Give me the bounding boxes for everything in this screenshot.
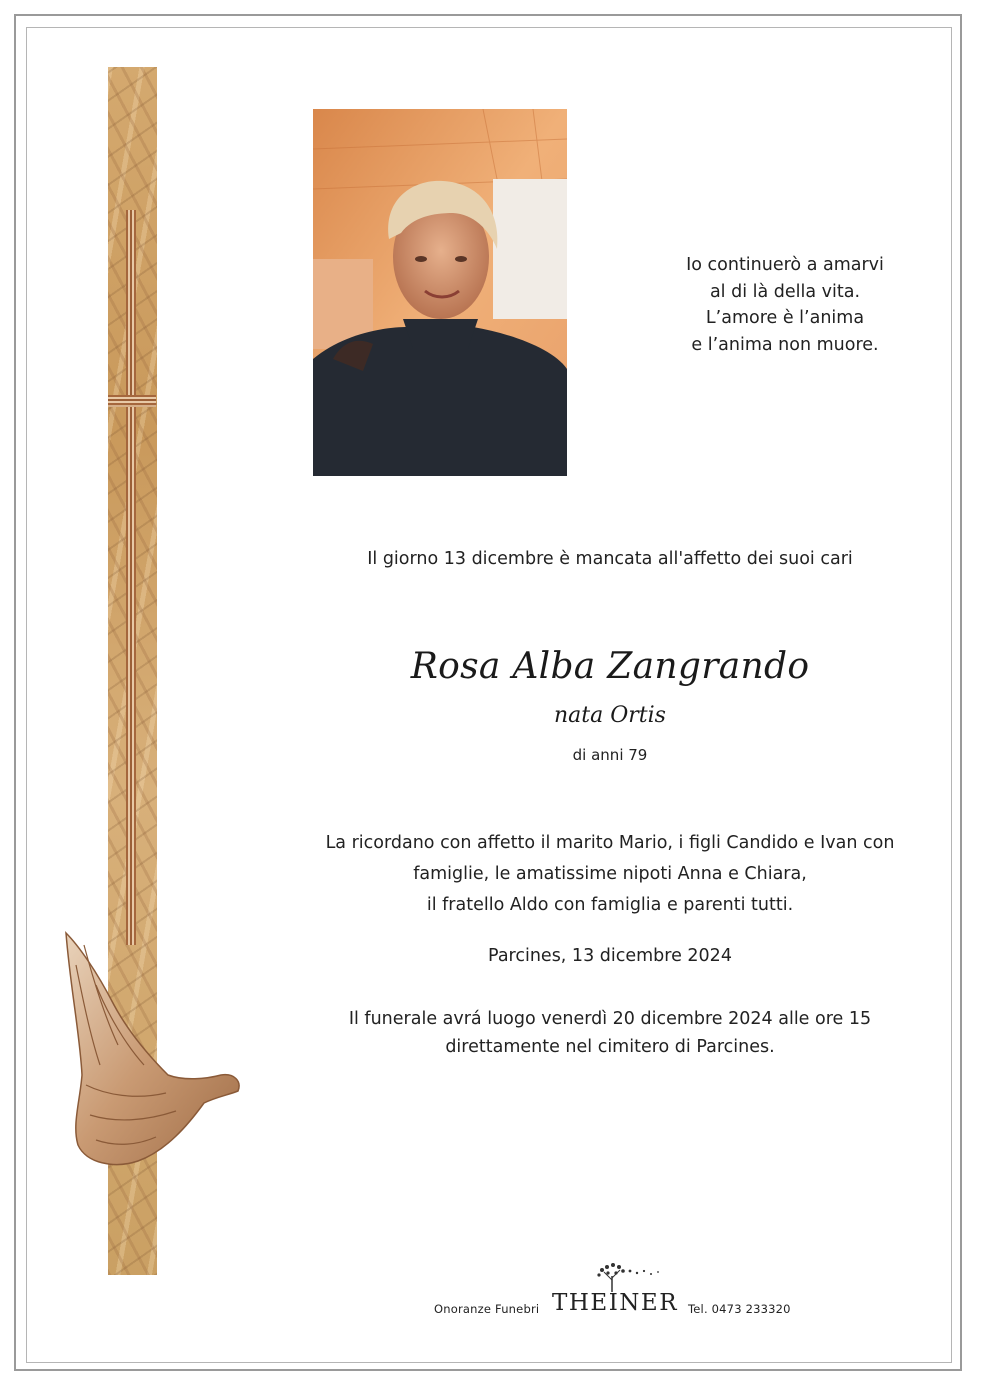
place-date: Parcines, 13 dicembre 2024 <box>488 946 732 966</box>
poem-line: al di là della vita. <box>709 281 861 302</box>
cross-bar <box>108 395 156 407</box>
footer-phone: Tel. 0473 233320 <box>688 1302 791 1316</box>
poem-line: L’amore è l’anima <box>705 308 865 328</box>
footer-company: Onoranze Funebri <box>434 1302 540 1316</box>
portrait-photo <box>313 109 567 476</box>
intro-text: Il giorno 13 dicembre è mancata all'affetto dei suoi cari <box>367 549 853 569</box>
poem <box>640 252 930 358</box>
footer-brand: THEINER <box>552 1290 679 1316</box>
mourners-text <box>300 828 920 921</box>
praying-hands-icon <box>56 925 246 1170</box>
funeral-line: Il funerale avrá luogo venerdì 20 dicembre 2024 alle ore 15 <box>348 1009 872 1029</box>
age-text: di anni 79 <box>572 746 648 764</box>
mourners-line: il fratello Aldo con famiglia e parenti tutti. <box>426 895 794 915</box>
footer <box>300 1262 920 1332</box>
mourners-line: La ricordano con affetto il marito Mario, i figli Candido e Ivan con <box>325 833 895 853</box>
poem-line: Io continuerò a amarvi <box>686 255 884 275</box>
funeral-info <box>300 1005 920 1061</box>
deceased-name: Rosa Alba Zangrando <box>410 646 810 687</box>
cross-icon <box>126 210 136 945</box>
poem-line: e l’anima non muore. <box>691 334 879 355</box>
maiden-name: nata Ortis <box>554 703 666 728</box>
funeral-line: direttamente nel cimitero di Parcines. <box>445 1037 775 1057</box>
mourners-line: famiglie, le amatissime nipoti Anna e Chiara, <box>413 864 807 884</box>
